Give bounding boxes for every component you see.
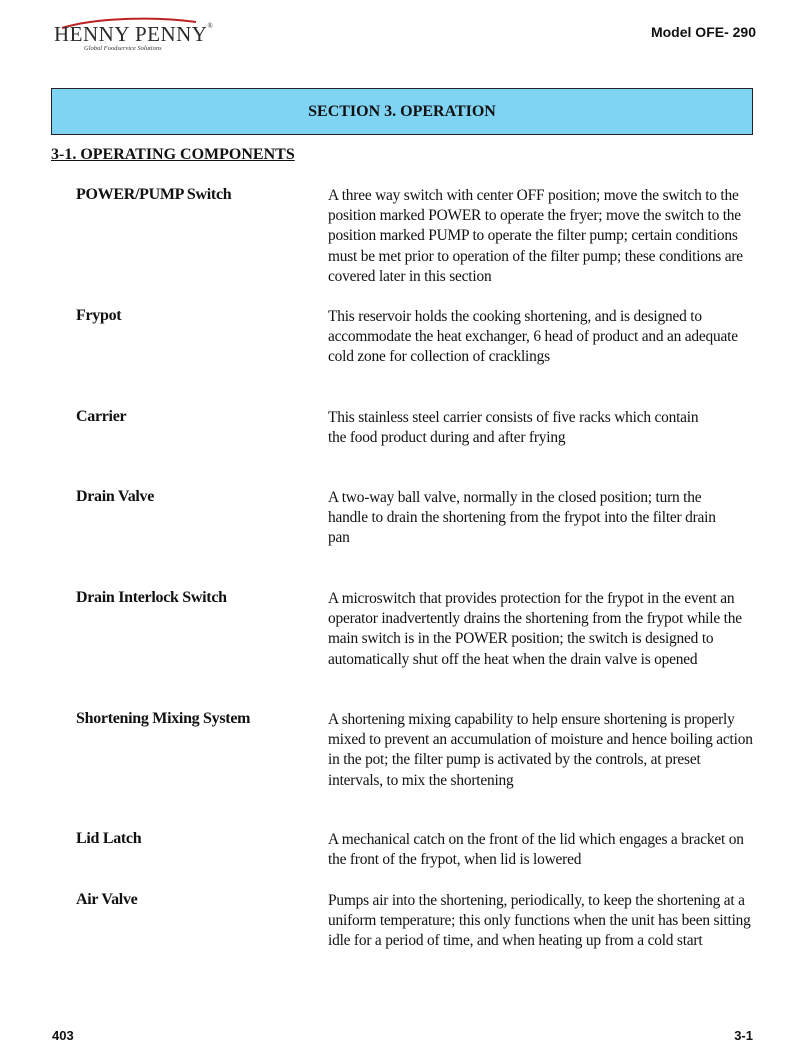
section-banner <box>51 88 753 135</box>
component-term: Shortening Mixing System <box>76 710 251 727</box>
component-description: This reservoir holds the cooking shortening, and is designed to accommodate the heat exchanger, 6 head of product and an adequate cold zone for collection of cracklings <box>328 308 738 366</box>
logo-wordmark: HENNY PENNY® <box>54 22 214 46</box>
component-description: This stainless steel carrier consists of five racks which contain the food product during and after frying <box>328 409 699 447</box>
component-description: A microswitch that provides protection for the frypot in the event an operator inadvertently drains the shortening from the frypot while the main switch is in the POWER position; the switch is designed to automatically shut off the heat when the drain valve is opened <box>328 590 742 668</box>
component-term: Drain Valve <box>76 488 155 505</box>
component-term: Carrier <box>76 408 127 425</box>
component-term: Air Valve <box>76 891 138 908</box>
section-title: SECTION 3. OPERATION <box>308 102 496 120</box>
component-term: POWER/PUMP Switch <box>76 186 232 203</box>
component-description: A shortening mixing capability to help ensure shortening is properly mixed to prevent an accumulation of moisture and hence boiling action in the pot; the filter pump is activated by the controls, at preset intervals, to mix the shortening <box>328 711 753 789</box>
component-description: A two-way ball valve, normally in the closed position; turn the handle to drain the shortening from the frypot into the filter drain pan <box>328 489 716 547</box>
component-description: A mechanical catch on the front of the lid which engages a bracket on the front of the frypot, when lid is lowered <box>328 831 744 869</box>
component-description: Pumps air into the shortening, periodically, to keep the shortening at a uniform temperature; this only functions when the unit has been sitting idle for a period of time, and when heating up from a cold start <box>328 892 751 950</box>
component-description: A three way switch with center OFF position; move the switch to the position marked POWER to operate the fryer; move the switch to the position marked PUMP to operate the filter pump; certain conditions must be met prior to operation of the filter pump; these conditions are covered later in this section <box>328 187 743 285</box>
component-term: Frypot <box>76 307 122 324</box>
subheading: 3-1. OPERATING COMPONENTS <box>51 146 295 163</box>
logo-tagline: Global Foodservice Solutions <box>84 45 162 52</box>
footer-document-number: 403 <box>52 1028 74 1043</box>
component-term: Drain Interlock Switch <box>76 589 227 606</box>
model-number: Model OFE- 290 <box>650 24 756 40</box>
company-logo <box>54 16 214 58</box>
component-term: Lid Latch <box>76 830 142 847</box>
footer-page-number: 3-1 <box>734 1028 753 1043</box>
